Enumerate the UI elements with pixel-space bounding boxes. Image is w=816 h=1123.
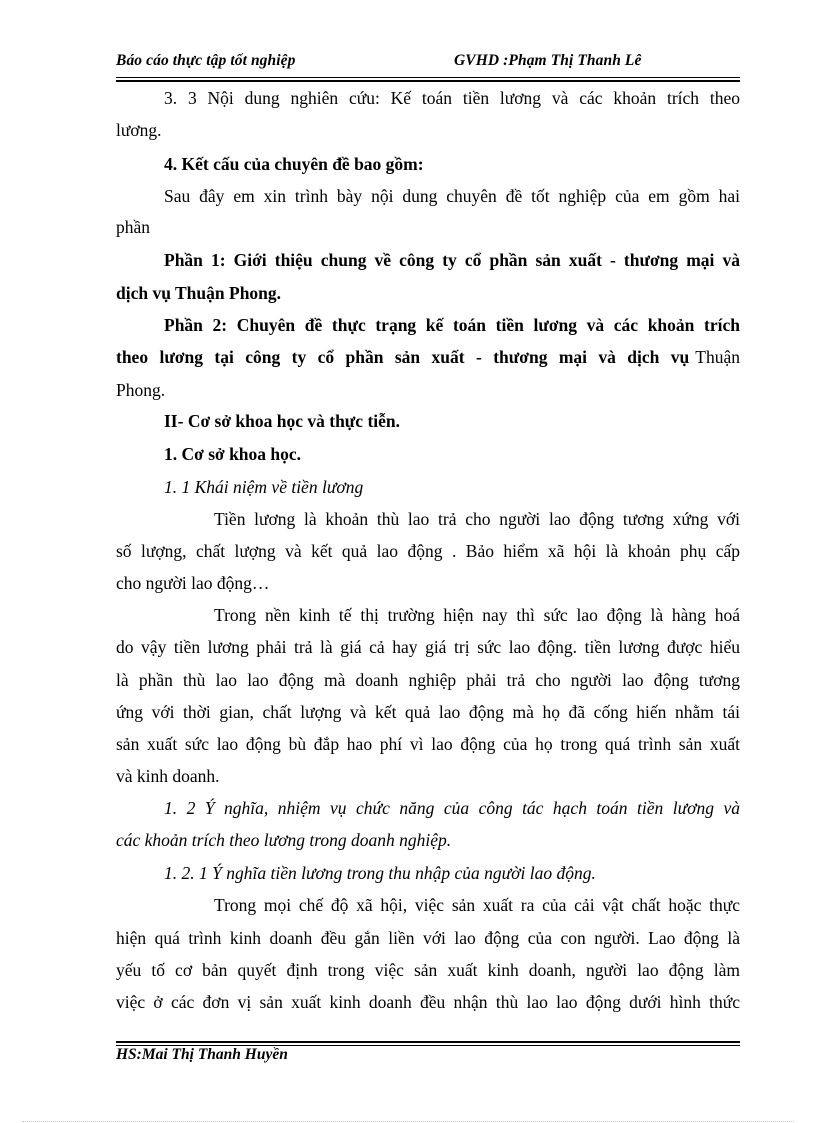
subsection-heading-1-2-1: 1. 2. 1 Ý nghĩa tiền lương trong thu nhập của người lao động. [164,863,596,883]
text-line-28: yếu tố cơ bản quyết định trong việc sản xuất kinh doanh, người lao động làm [116,960,740,980]
text-line-20: ứng với thời gian, chất lượng và kết quả lao động mà họ đã cống hiến nhằm tái [116,702,740,722]
text-line-21: sản xuất sức lao động bù đắp hao phí vì lao động của họ trong quá trình sản xuất [116,734,740,754]
part-2-line-2-regular: Thuận [695,347,740,367]
text-line-22: và kinh doanh. [116,766,220,786]
part-1-line-1: Phần 1: Giới thiệu chung về công ty cổ phần sản xuất - thương mại và [164,250,740,270]
subsection-heading-1-2-line-1: 1. 2 Ý nghĩa, nhiệm vụ chức năng của công tác hạch toán tiền lương và [164,798,740,818]
header-report-title: Báo cáo thực tập tốt nghiệp [116,52,296,69]
text-line-10: Phong. [116,380,166,400]
subsection-heading-1-2-line-2: các khoản trích theo lương trong doanh nghiệp. [116,830,452,850]
text-line-16: cho người lao động… [116,573,270,593]
header-supervisor: GVHD :Phạm Thị Thanh Lê [454,52,642,69]
text-line-5: phần [116,217,151,237]
subsection-heading-1-1: 1. 1 Khái niệm về tiền lương [164,477,364,497]
part-2-line-2 [116,345,740,369]
text-line-29: việc ở các đơn vị sản xuất kinh doanh đều nhận thù lao lao động dưới hình thức [116,992,740,1012]
text-line-17: Trong nền kinh tế thị trường hiện nay thì sức lao động là hàng hoá [214,605,740,625]
section-heading-structure: 4. Kết cấu của chuyên đề bao gồm: [164,154,424,174]
page-edge-dotted-line [22,1121,794,1122]
text-line-15: số lượng, chất lượng và kết quả lao động . Bảo hiểm xã hội là khoản phụ cấp [116,541,740,561]
text-line-26: Trong mọi chế độ xã hội, việc sản xuất ra của cải vật chất hoặc thực [214,895,740,915]
header-rule-thin [116,77,740,78]
footer-student-name: HS:Mai Thị Thanh Huyền [116,1046,288,1063]
text-line-18: do vậy tiền lương phải trả là giá cả hay giá trị sức lao động. tiền lương được hiểu [116,637,740,657]
part-1-line-2: dịch vụ Thuận Phong. [116,283,282,303]
section-heading-ii: II- Cơ sở khoa học và thực tiễn. [164,411,401,431]
footer-rule-thick [116,1041,740,1043]
part-2-line-2-bold: theo lương tại công ty cổ phần sản xuất - thương mại và dịch vụ [116,347,690,367]
section-heading-1: 1. Cơ sở khoa học. [164,444,302,464]
text-line-14: Tiền lương là khoản thù lao trả cho người lao động tương xứng với [214,509,740,529]
text-line-27: hiện quá trình kinh doanh đều gắn liền với lao động của con người. Lao động là [116,928,740,948]
text-line-2: lương. [116,120,162,140]
text-line-4: Sau đây em xin trình bày nội dung chuyên đề tốt nghiệp của em gồm hai [164,186,740,206]
part-2-line-1: Phần 2: Chuyên đề thực trạng kế toán tiền lương và các khoản trích [164,315,740,335]
header-rule-thick [116,80,740,82]
text-line-1: 3. 3 Nội dung nghiên cứu: Kế toán tiền lương và các khoản trích theo [164,88,740,108]
text-line-19: là phần thù lao lao động mà doanh nghiệp phải trả cho người lao động tương [116,670,740,690]
